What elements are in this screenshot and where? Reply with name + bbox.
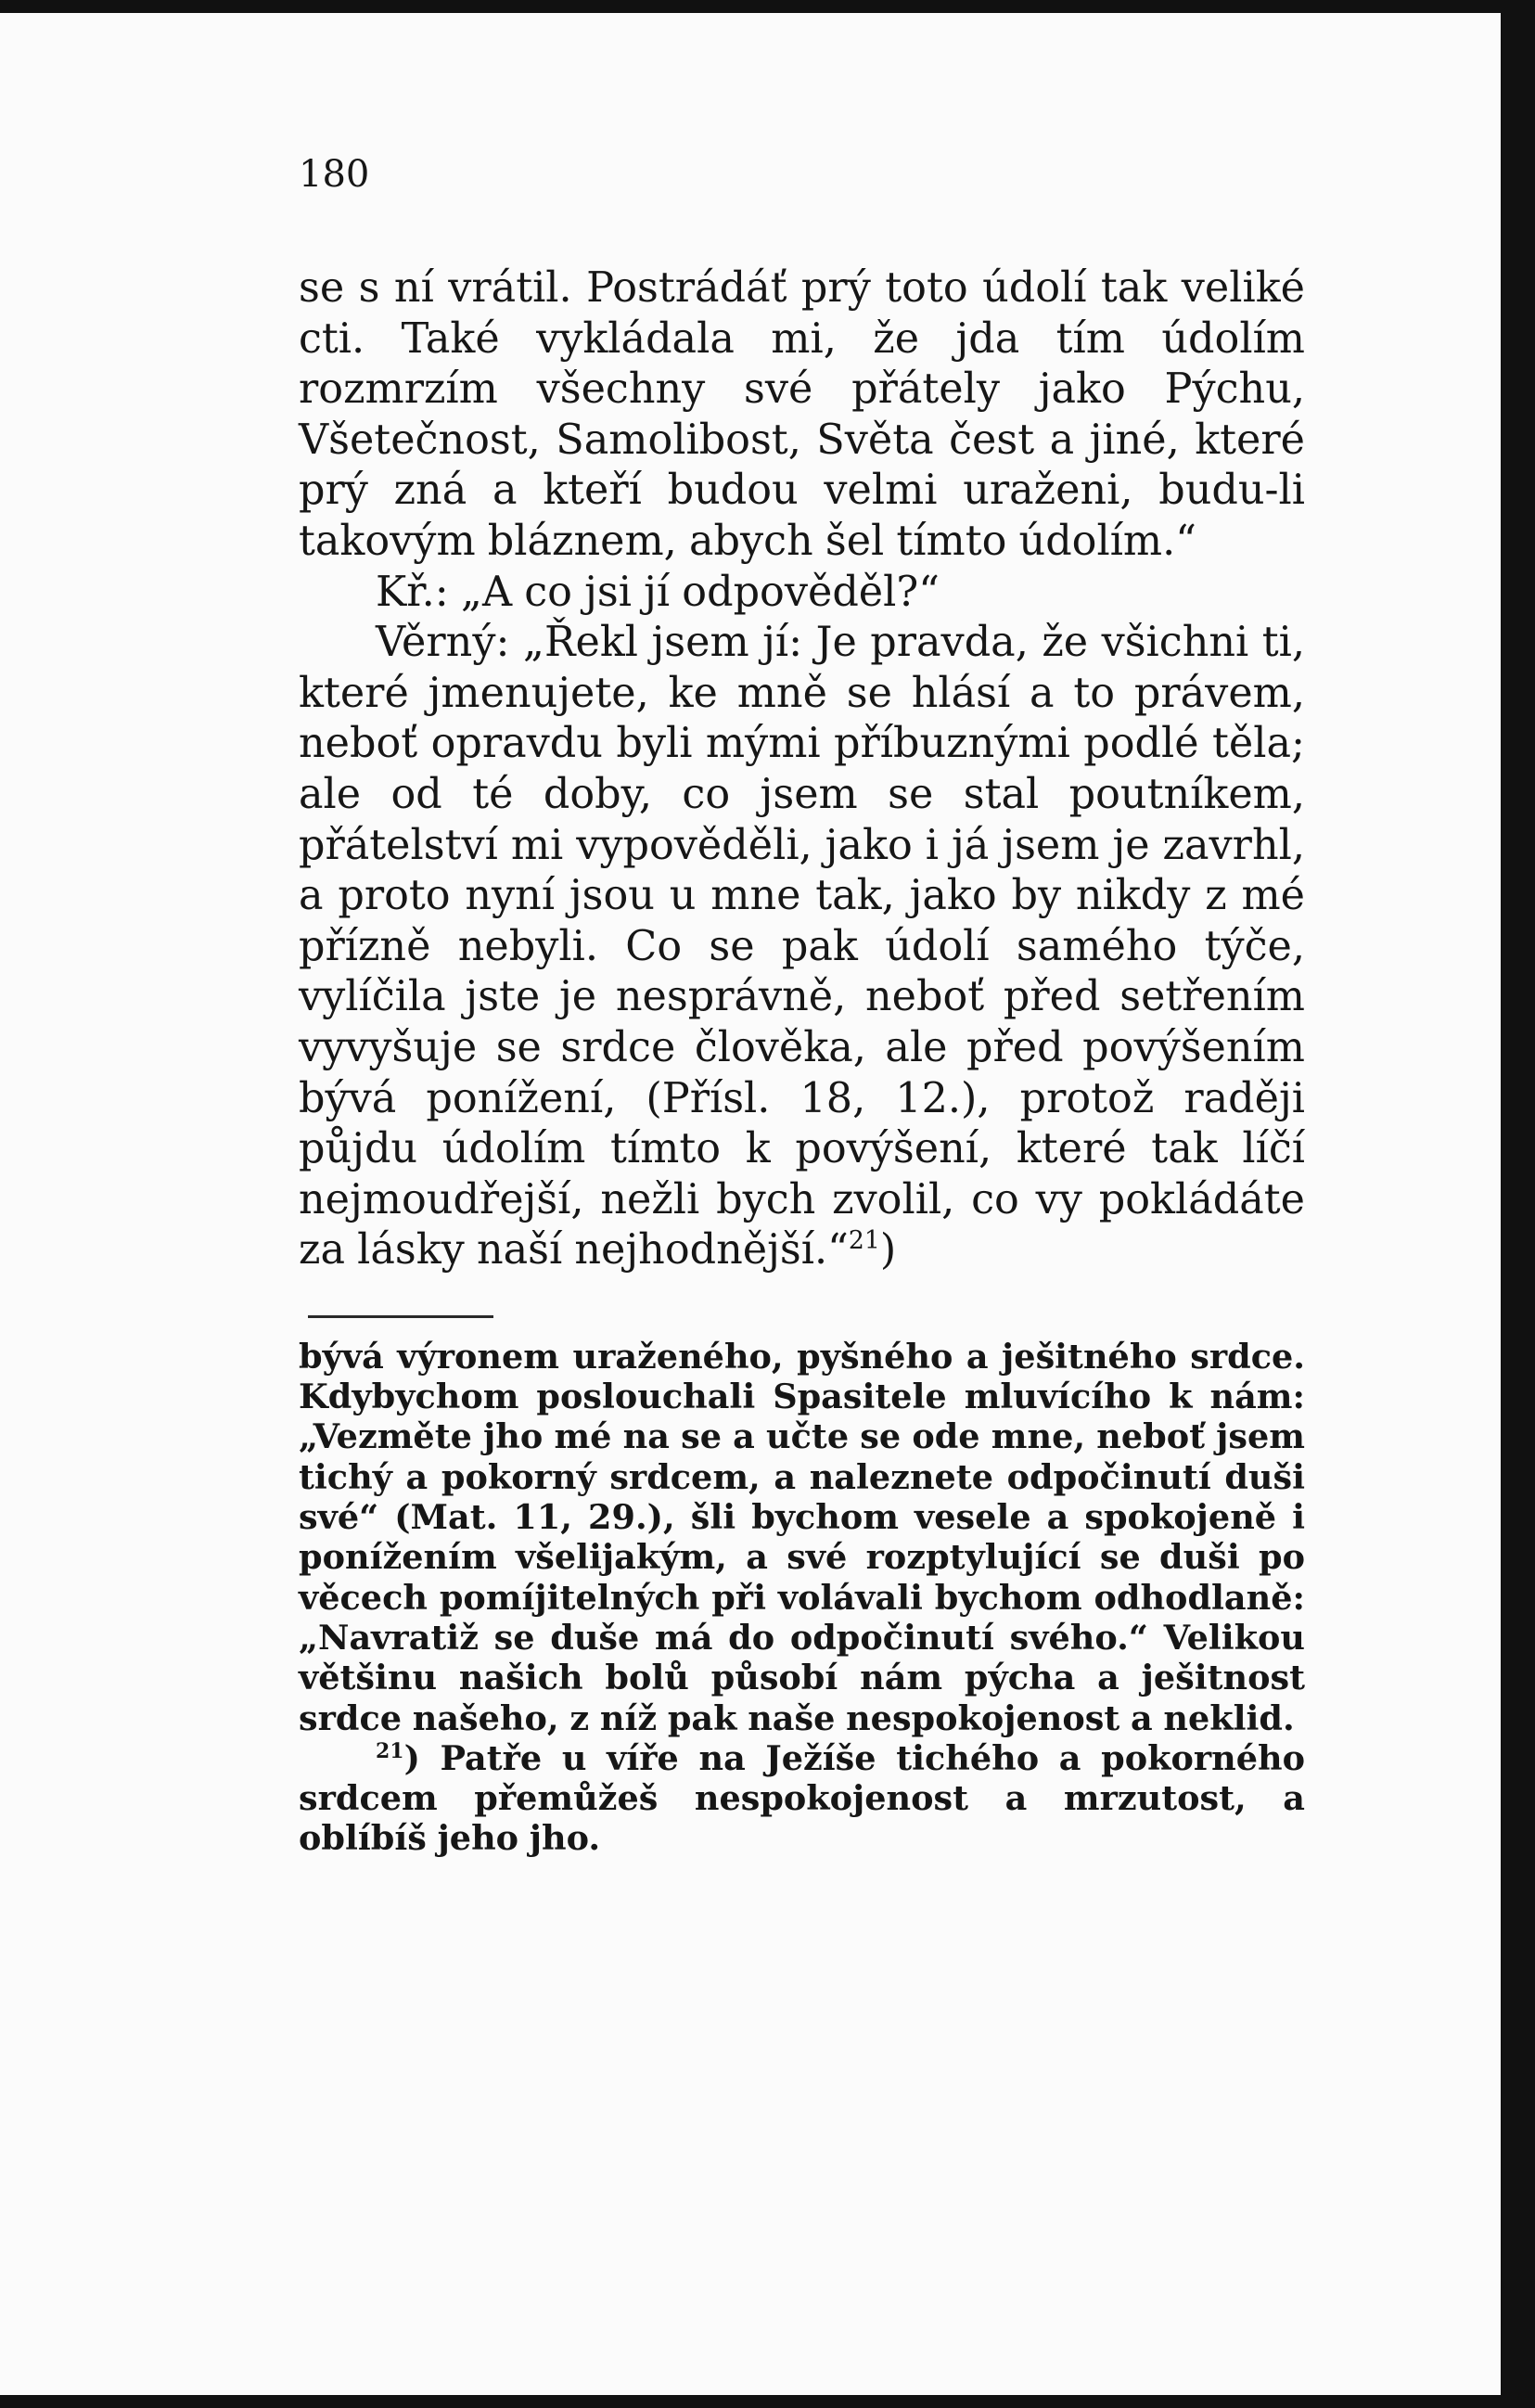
footnote-continued: bývá výronem uraženého, pyšného a ješitného srdce. Kdybychom poslouchali Spasitele mluvícího k nám: „Vezměte jho mé na se a učte se ode mne, neboť jsem tichý a pokorný srdcem, a naleznete odpočinutí duši své“ (Mat. 11, 29.), šli bychom vesele a spokojeně i ponížením všelijakým, a své rozptylující se duši po věcech pomíjitelných při volávali bychom odhodlaně: „Navratiž se duše má do odpočinutí svého.“ Velikou většinu našich bolů působí nám pýcha a ješitnost srdce našeho, z níž pak naše nespokojenost a neklid. bbox=[299, 1336, 1305, 1738]
scan-border-top bbox=[0, 0, 1535, 13]
footnote-21 bbox=[299, 1738, 1305, 1859]
paragraph-1: se s ní vrátil. Postrádáť prý toto údolí tak veliké cti. Také vykládala mi, že jda tím údolím rozmrzím všechny své přátely jako Pýchu, Všetečnost, Samolibost, Světa čest a jiné, které prý zná a kteří budou velmi uraženi, budu-li takovým bláznem, abych šel tímto údolím.“ bbox=[299, 264, 1305, 565]
footnote-reference: 21 bbox=[848, 1226, 880, 1256]
footnote-21-mark: 21 bbox=[376, 1738, 404, 1763]
footnote-21-mark-paren: ) bbox=[403, 1737, 420, 1778]
footnote-21-text: Patře u víře na Ježíše tichého a pokorného srdcem přemůžeš nespokojenost a mrzutost, a oblíbíš jeho jho. bbox=[299, 1737, 1305, 1859]
scan-border-bottom bbox=[0, 2395, 1535, 2408]
footnote-separator bbox=[308, 1315, 493, 1318]
footnote-reference-paren: ) bbox=[879, 1226, 897, 1274]
page-number: 180 bbox=[299, 153, 370, 196]
scan-border-right bbox=[1501, 0, 1535, 2408]
text-block bbox=[299, 148, 1305, 1859]
paragraph-2: Kř.: „A co jsi jí odpověděl?“ bbox=[376, 568, 940, 616]
paragraph-3-text: Věrný: „Řekl jsem jí: Je pravda, že všichni ti, které jmenujete, ke mně se hlásí a to právem, neboť opravdu byli mými příbuznými podlé těla; ale od té doby, co jsem se stal poutníkem, přátelství mi vypověděli, jako i já jsem je zavrhl, a proto nyní jsou u mne tak, jako by nikdy z mé přízně nebyli. Co se pak údolí samého týče, vylíčila jste je nesprávně, neboť před setřením vyvyšuje se srdce člověka, ale před povýšením bývá ponížení, (Přísl. 18, 12.), protož raději půjdu údolím tímto k povýšení, které tak líčí nejmoudřejší, nežli bych zvolil, co vy pokládáte za lásky naší nejhodnější.“ bbox=[299, 619, 1305, 1274]
paragraph-3 bbox=[299, 618, 1305, 1276]
